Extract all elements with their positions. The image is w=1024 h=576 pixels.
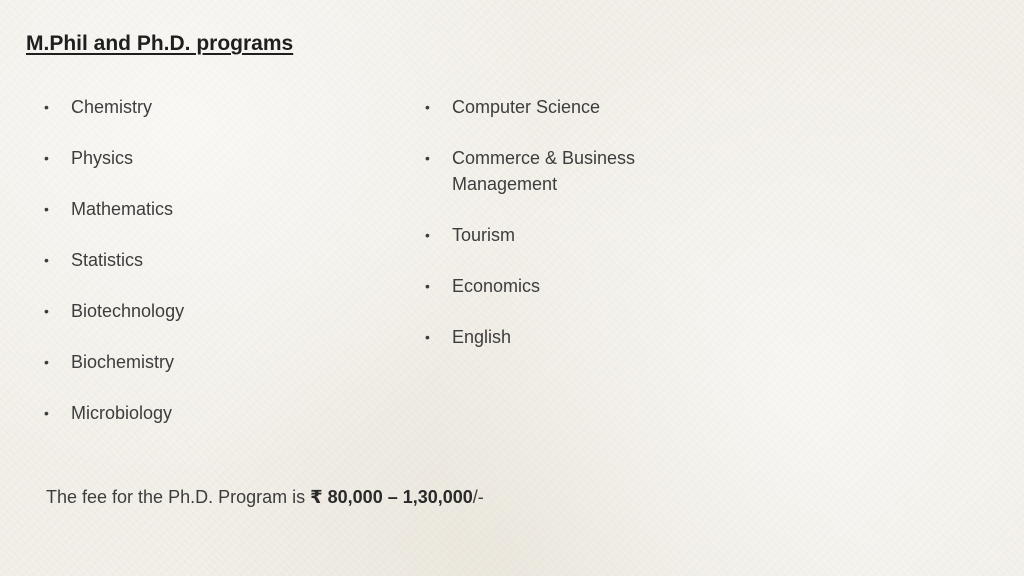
program-label: Economics [452,276,541,296]
program-label: English [452,327,512,347]
program-list-right [425,94,685,375]
bullet-icon: • [425,150,430,166]
list-item [44,400,374,426]
list-item [44,94,374,120]
program-label: Biochemistry [71,352,175,372]
fee-amount: ₹ 80,000 – 1,30,000 [310,487,473,507]
bullet-icon: • [425,278,430,294]
bullet-icon: • [44,354,49,370]
program-label: Statistics [71,250,144,270]
program-label: Biotechnology [71,301,185,321]
fee-suffix: /- [472,487,484,507]
program-label: Chemistry [71,97,153,117]
bullet-icon: • [44,303,49,319]
bullet-icon: • [44,405,49,421]
bullet-icon: • [44,99,49,115]
list-item [425,222,685,248]
fee-note [46,484,484,510]
bullet-icon: • [44,150,49,166]
list-item [425,324,685,350]
list-item [425,273,685,299]
list-item [425,145,685,197]
list-item [44,145,374,171]
program-label: Commerce & Business Management [452,148,636,194]
program-label: Mathematics [71,199,174,219]
bullet-icon: • [425,329,430,345]
fee-prefix: The fee for the Ph.D. Program is [46,487,311,507]
bullet-icon: • [44,252,49,268]
program-label: Physics [71,148,134,168]
page-title: M.Phil and Ph.D. programs [26,32,294,55]
program-label: Tourism [452,225,516,245]
program-label: Computer Science [452,97,601,117]
program-list-left [44,94,374,451]
list-item [44,247,374,273]
list-item [44,196,374,222]
program-label: Microbiology [71,403,173,423]
list-item [44,349,374,375]
list-item [44,298,374,324]
bullet-icon: • [44,201,49,217]
list-item [425,94,685,120]
bullet-icon: • [425,227,430,243]
bullet-icon: • [425,99,430,115]
